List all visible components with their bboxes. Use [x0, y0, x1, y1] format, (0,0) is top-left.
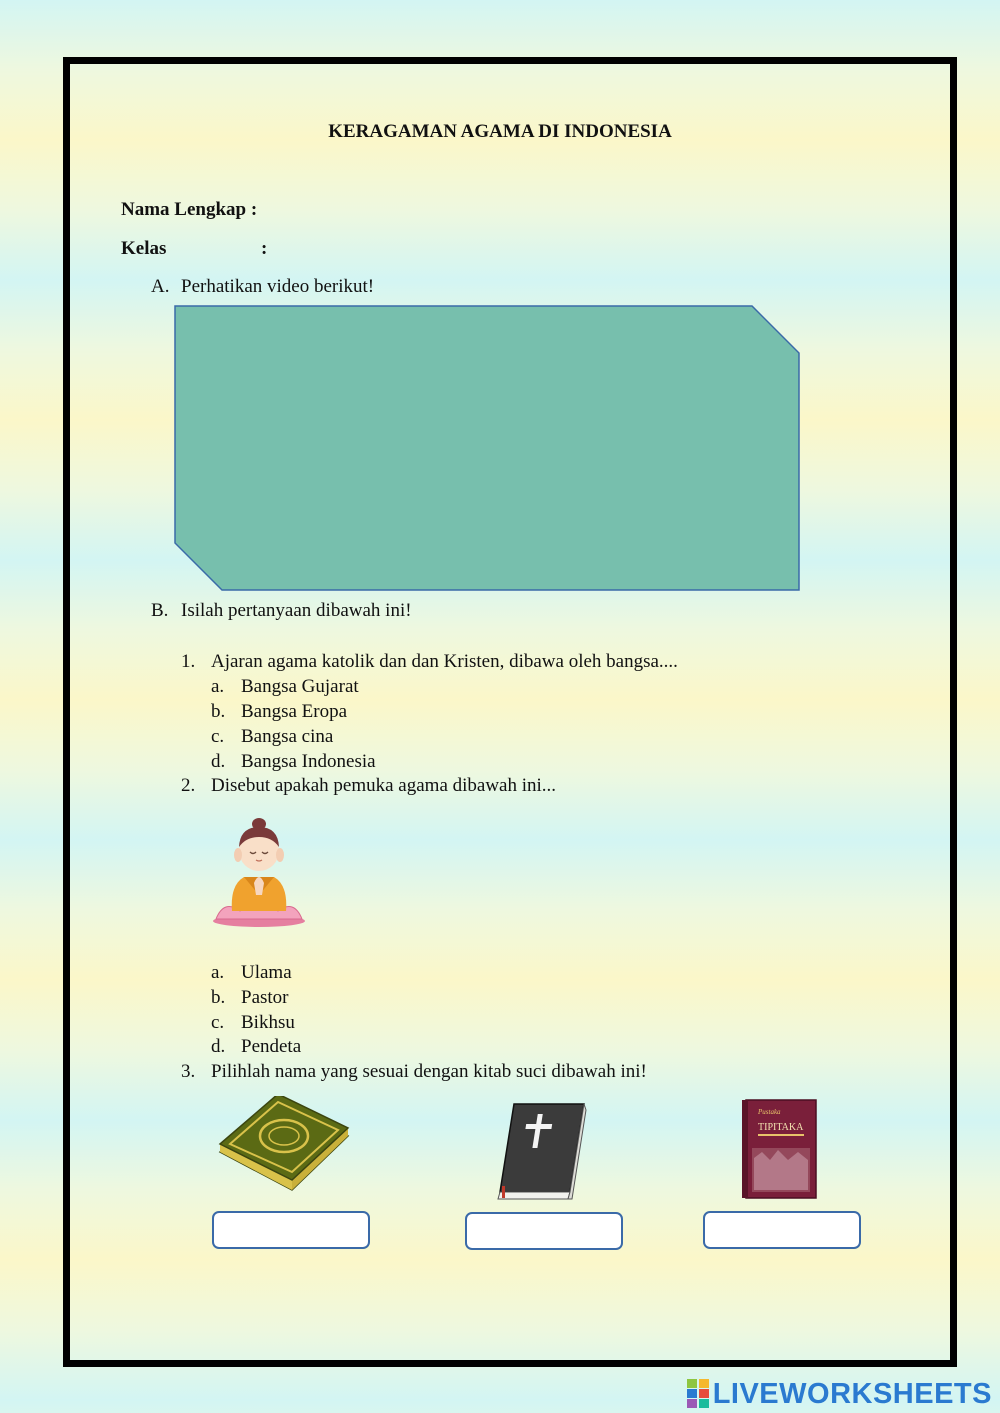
q2-option-a[interactable]: Ulama [241, 962, 292, 983]
tipitaka-small-label: Pustaka [758, 1108, 781, 1116]
q1-option-d[interactable]: Bangsa Indonesia [241, 751, 376, 772]
quran-book-icon [216, 1096, 352, 1192]
q2-option-a-letter: a. [211, 962, 225, 983]
name-label: Nama Lengkap : [121, 199, 258, 220]
section-b-marker: B. [151, 600, 169, 621]
class-colon: : [261, 238, 268, 259]
question-1-number: 1. [181, 651, 196, 672]
question-1-text: Ajaran agama katolik dan dan Kristen, dibawa oleh bangsa.... [211, 651, 678, 672]
bible-book-icon [496, 1100, 588, 1200]
question-2-number: 2. [181, 775, 196, 796]
q1-option-d-letter: d. [211, 751, 226, 772]
answer-box-bible[interactable] [465, 1212, 623, 1250]
section-a-text: Perhatikan video berikut! [181, 276, 375, 297]
brand-name[interactable]: LIVEWORKSHEETS [712, 1377, 992, 1410]
tipitaka-book-icon [742, 1098, 820, 1202]
answer-box-quran[interactable] [212, 1211, 370, 1249]
q1-option-c-letter: c. [211, 726, 225, 747]
q1-option-b-letter: b. [211, 701, 226, 722]
q1-option-b[interactable]: Bangsa Eropa [241, 701, 348, 722]
q2-option-b-letter: b. [211, 987, 226, 1008]
q2-option-c[interactable]: Bikhsu [241, 1012, 295, 1033]
q2-option-d-letter: d. [211, 1036, 226, 1057]
video-placeholder[interactable] [174, 305, 800, 591]
q2-option-b[interactable]: Pastor [241, 987, 289, 1008]
buddhist-monk-icon [210, 815, 308, 930]
q1-option-c[interactable]: Bangsa cina [241, 726, 334, 747]
tipitaka-big-label: TIPITAKA [758, 1122, 804, 1133]
question-3-number: 3. [181, 1061, 196, 1082]
liveworksheets-logo-icon [687, 1379, 709, 1409]
q1-option-a[interactable]: Bangsa Gujarat [241, 676, 359, 697]
brand-logo [687, 1377, 992, 1411]
question-3-text: Pilihlah nama yang sesuai dengan kitab suci dibawah ini! [211, 1061, 647, 1082]
page-title: KERAGAMAN AGAMA DI INDONESIA [328, 121, 672, 142]
q2-option-d[interactable]: Pendeta [241, 1036, 302, 1057]
section-a-marker: A. [151, 276, 170, 297]
q1-option-a-letter: a. [211, 676, 225, 697]
section-b-text: Isilah pertanyaan dibawah ini! [181, 600, 412, 621]
answer-box-tipitaka[interactable] [703, 1211, 861, 1249]
question-2-text: Disebut apakah pemuka agama dibawah ini... [211, 775, 557, 796]
q2-option-c-letter: c. [211, 1012, 225, 1033]
class-label: Kelas [121, 238, 167, 259]
